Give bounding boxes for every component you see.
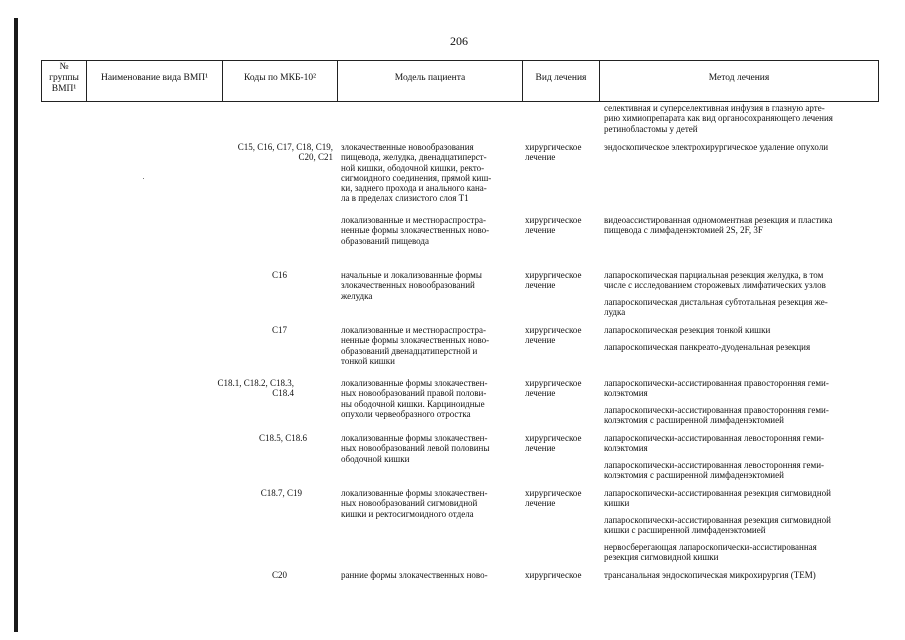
patient-model-cell: локализованные и местнораспростра- ненные формы злокачественных ново- образований двенадцатиперстной и тонкой кишки (341, 325, 490, 366)
method-cell: лапароскопическая резекция тонкой кишки (604, 325, 771, 335)
patient-model-cell: начальные и локализованные формы злокачественных новообразований желудка (341, 270, 482, 301)
method-cell: видеоассистированная одномоментная резекция и пластика пищевода с лимфаденэктомией 2S, 2F, 3F (604, 215, 833, 236)
header-bottom-rule (41, 101, 879, 102)
header-icd-codes: Коды по МКБ-10² (244, 73, 316, 83)
patient-model-cell: злокачественные новообразования пищевода, желудка, двенадцатиперст- ной кишки, ободочной кишки, ректо- сигмоидного соединения, прямой киш- ки, заднего прохода и анального кана- ла в пределах слизистого слоя T1 (341, 142, 492, 204)
icd-codes-cell: C18.7, C19 (260, 488, 302, 498)
header-vmp-name: Наименование вида ВМП¹ (100, 73, 209, 83)
patient-model-cell: локализованные формы злокачествен- ных новообразований левой половины ободочной кишки (341, 433, 490, 464)
page-number: 206 (450, 34, 468, 48)
method-cell: лапароскопическая панкреато-дуоденальная резекция (604, 342, 811, 352)
method-cell: селективная и суперселективная инфузия в глазную арте- рию химиопрепарата как вид органосохраняющего лечения ретинобластомы у детей (604, 103, 833, 134)
method-cell: лапароскопическая парциальная резекция желудка, в том числе с исследованием сторожевых лимфатических узлов (604, 270, 826, 291)
method-cell: лапароскопически-ассистированная правосторонняя геми- колэктомия с расширенной лимфаденэктомией (604, 405, 829, 426)
icd-codes-cell: C18.1, C18.2, C18.3, C18.4 (217, 378, 294, 399)
method-cell: нервосберегающая лапароскопически-ассистированная резекция сигмовидной кишки (604, 542, 817, 563)
col-divider (878, 60, 879, 102)
treatment-type-cell: хирургическое лечение (525, 215, 582, 236)
treatment-type-cell: хирургическое лечение (525, 488, 582, 509)
header-patient-model: Модель пациента (394, 73, 466, 83)
icd-codes-cell: C15, C16, C17, C18, C19, C20, C21 (237, 142, 333, 163)
header-treatment-type: Вид лечения (535, 73, 587, 83)
treatment-type-cell: хирургическое лечение (525, 142, 582, 163)
method-cell: лапароскопически-ассистированная левосторонняя геми- колэктомия с расширенной лимфаденэктомией (604, 460, 825, 481)
method-cell: лапароскопическая дистальная субтотальная резекция же- лудка (604, 297, 828, 318)
patient-model-cell: ранние формы злокачественных ново- (341, 570, 488, 580)
treatment-type-cell: хирургическое лечение (525, 325, 582, 346)
method-cell: эндоскопическое электрохирургическое удаление опухоли (604, 142, 829, 152)
method-cell: трансанальная эндоскопическая микрохирургия (ТЕМ) (604, 570, 816, 580)
header-treatment-method: Метод лечения (708, 73, 770, 83)
treatment-type-cell: хирургическое лечение (525, 433, 582, 454)
icd-codes-cell: C18.5, C18.6 (258, 433, 307, 443)
method-cell: лапароскопически-ассистированная резекция сигмовидной кишки с расширенной лимфаденэктомией (604, 515, 831, 536)
method-cell: лапароскопически-ассистированная резекция сигмовидной кишки (604, 488, 831, 509)
icd-codes-cell: C17 (271, 325, 287, 335)
patient-model-cell: локализованные и местнораспростра- ненные формы злокачественных ново- образований пищевода (341, 215, 490, 246)
header-top-rule (41, 60, 879, 61)
scan-edge-artifact (14, 18, 18, 632)
header-group-number: № группы ВМП¹ (49, 62, 79, 94)
patient-model-cell: локализованные формы злокачествен- ных новообразований правой полови- ны ободочной кишки. Карциноидные опухоли червеобразного отростка (341, 378, 488, 419)
method-cell: лапароскопически-ассистированная левосторонняя геми- колэктомия (604, 433, 825, 454)
treatment-type-cell: хирургическое лечение (525, 378, 582, 399)
treatment-type-cell: хирургическое (525, 570, 582, 580)
patient-model-cell: локализованные формы злокачествен- ных новообразований сигмовидной кишки и ректосигмоидного отдела (341, 488, 488, 519)
icd-codes-cell: C16 (271, 270, 287, 280)
icd-codes-cell: C20 (271, 570, 287, 580)
treatment-type-cell: хирургическое лечение (525, 270, 582, 291)
scan-speck (143, 178, 144, 179)
method-cell: лапароскопически-ассистированная правосторонняя геми- колэктомия (604, 378, 829, 399)
